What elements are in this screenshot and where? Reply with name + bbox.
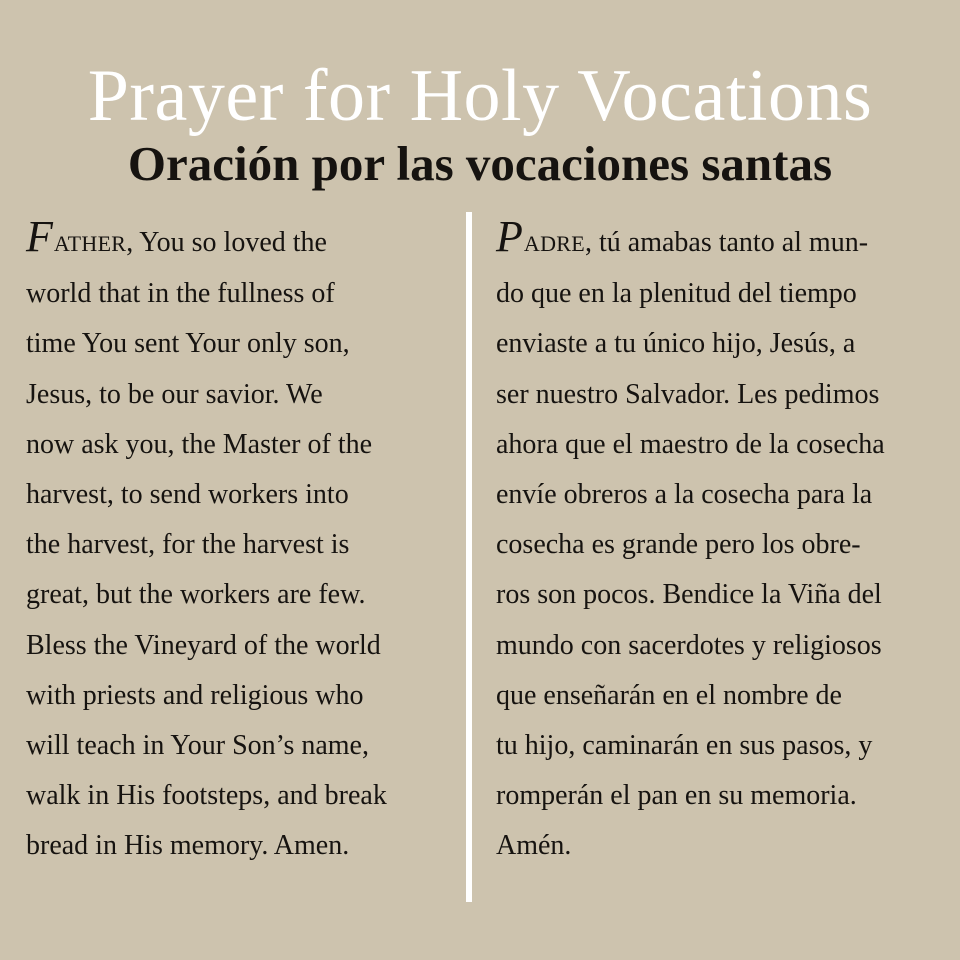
english-line: harvest, to send workers into <box>26 479 349 511</box>
spanish-line: ahora que el maestro de la cosecha <box>496 428 885 460</box>
english-line: will teach in Your Son’s name, <box>26 730 369 762</box>
spanish-line: mundo con sacerdotes y religiosos <box>496 629 882 661</box>
english-line: the harvest, for the harvest is <box>26 529 350 561</box>
english-line: time You sent Your only son, <box>26 328 350 360</box>
english-line: world that in the fullness of <box>26 278 335 310</box>
spanish-line: cosecha es grande pero los obre- <box>496 529 861 561</box>
english-prayer <box>26 212 456 872</box>
english-first-line-text: , You so loved the <box>126 227 327 258</box>
page-subtitle: Oración por las vocaciones santas <box>127 136 833 191</box>
spanish-prayer <box>496 212 946 872</box>
spanish-line: que enseñarán en el nombre de <box>496 679 842 711</box>
english-first-line <box>26 212 456 269</box>
spanish-line: ros son pocos. Bendice la Viña del <box>496 579 882 611</box>
spanish-first-line <box>496 212 946 269</box>
spanish-drop-initial: P <box>496 212 523 261</box>
english-small-caps: ATHER <box>53 231 127 256</box>
spanish-small-caps: ADRE <box>523 231 585 256</box>
english-line: Bless the Vineyard of the world <box>26 629 381 661</box>
page-title: Prayer for Holy Vocations <box>87 55 873 137</box>
english-drop-initial: F <box>26 212 53 261</box>
english-line: Jesus, to be our savior. We <box>26 378 323 410</box>
spanish-first-line-text: , tú amabas tanto al mun- <box>584 227 869 258</box>
spanish-line: ser nuestro Salvador. Les pedimos <box>496 378 880 410</box>
column-divider <box>466 212 472 902</box>
spanish-line: Amén. <box>496 830 572 862</box>
spanish-line: do que en la plenitud del tiempo <box>496 278 857 310</box>
spanish-line: tu hijo, caminarán en sus pasos, y <box>496 730 873 762</box>
english-line: bread in His memory. Amen. <box>26 830 350 862</box>
english-line: with priests and religious who <box>26 679 364 711</box>
spanish-line: envíe obreros a la cosecha para la <box>496 479 873 511</box>
spanish-line: enviaste a tu único hijo, Jesús, a <box>496 328 856 360</box>
spanish-line: romperán el pan en su memoria. <box>496 780 857 812</box>
english-line: great, but the workers are few. <box>26 579 366 611</box>
english-line: walk in His footsteps, and break <box>26 780 387 812</box>
english-line: now ask you, the Master of the <box>26 428 373 460</box>
